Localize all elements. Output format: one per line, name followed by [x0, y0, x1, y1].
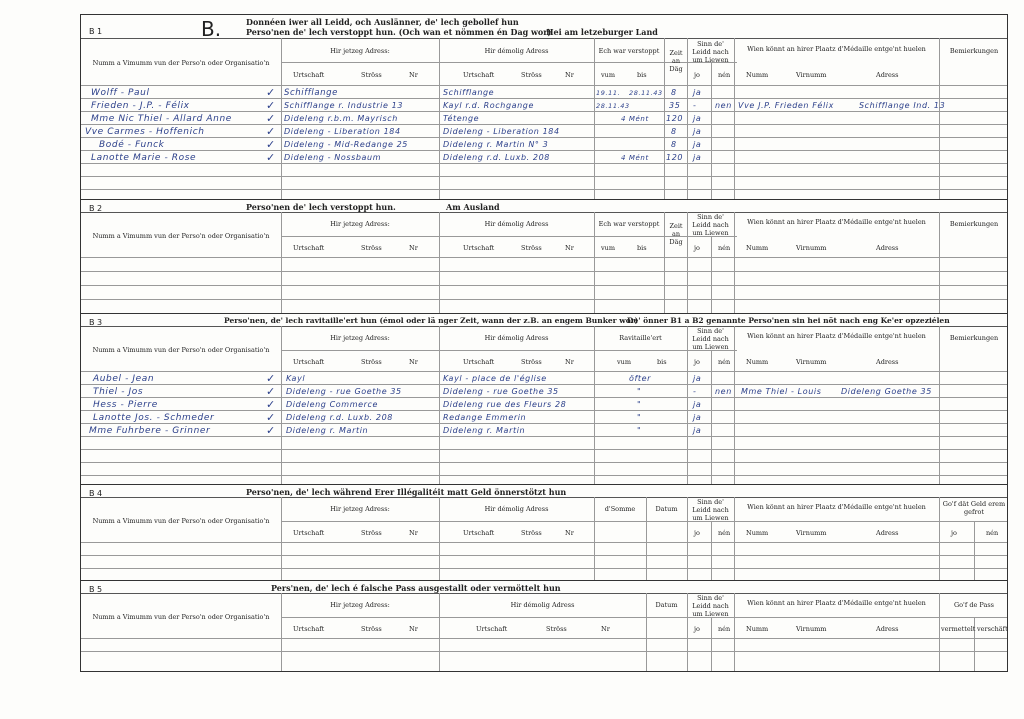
col-header-nr: Nr	[409, 529, 418, 537]
col-header-nen: nén	[718, 529, 731, 537]
table-cell-name: Aubel - Jean	[93, 374, 155, 384]
col-header-medal: Wien könnt an hirer Plaatz d'Médaille entge'nt huelen	[747, 45, 926, 53]
col-header-urtschaft: Urtschaft	[293, 244, 325, 252]
section-b1	[81, 15, 1007, 200]
col-header-vimumm: Virnumm	[796, 71, 827, 79]
section-b5	[81, 581, 1007, 671]
col-header-adress: Adress	[876, 529, 899, 537]
col-header-nr: Nr	[409, 625, 418, 633]
section-title: Pers'nen, de' lech é falsche Pass ausgestallt oder vermöttelt hun	[271, 583, 561, 593]
table-cell-ravitaille: "	[637, 387, 642, 396]
col-header-stross: Ströss	[361, 71, 382, 79]
col-header-medal: Wien könnt an hirer Plaatz d'Médaille entge'nt huelen	[747, 599, 926, 607]
col-header-now-address: Hir jetzeg Adress:	[330, 47, 390, 55]
col-header-nr: Nr	[565, 358, 574, 366]
col-header-numm: Numm	[746, 358, 769, 366]
table-cell-days: 120	[666, 153, 684, 162]
col-header-numm: Numm	[746, 71, 769, 79]
col-header-jo: jo	[694, 529, 700, 537]
col-header-nr: Nr	[601, 625, 610, 633]
col-header-nen: nén	[718, 625, 731, 633]
table-cell-then-address: Dideleng - rue Goethe 35	[443, 387, 559, 396]
col-header-then-address: Hir démolig Adress	[484, 334, 549, 342]
col-header-remarks: Bemierkungen	[949, 47, 999, 55]
table-cell-ravitaille: "	[637, 413, 642, 422]
table-cell-jo: -	[693, 101, 697, 110]
section-b2	[81, 200, 1007, 314]
table-cell-jo: -	[693, 387, 697, 396]
col-header-nen: nén	[986, 529, 999, 537]
check-mark: ✓	[266, 125, 276, 138]
table-cell-jo: ja	[693, 140, 702, 149]
table-cell-name: Mme Nic Thiel - Allard Anne	[91, 114, 232, 124]
table-cell-then-address: Redange Emmerin	[443, 413, 527, 422]
table-cell-now-address: Dideleng r. Martin	[286, 426, 369, 435]
table-cell-medal-address: Dideleng Goethe 35	[841, 387, 932, 396]
table-cell-ravitaille: öfter	[629, 374, 652, 383]
col-header-adress: Adress	[876, 358, 899, 366]
col-header-vum: vum	[617, 358, 632, 366]
col-header-vermettelt: vermettelt	[941, 625, 976, 633]
table-cell-then-address: Dideleng rue des Fleurs 28	[443, 400, 567, 409]
table-cell-now-address: Dideleng Commerce	[286, 400, 379, 409]
col-header-urtschaft: Urtschaft	[293, 529, 325, 537]
col-header-verschaft: verschäft	[977, 625, 1008, 633]
table-cell-name: Vve Carmes - Hoffenich	[85, 127, 205, 137]
table-cell-days: 120	[666, 114, 684, 123]
table-cell-then-address: Dideleng - Liberation 184	[443, 127, 560, 136]
col-header-zeit: Zeit an Däg	[669, 222, 683, 246]
table-cell-days: 35	[669, 101, 681, 110]
col-header-alive: Sinn de' Leidd nach um Liewen	[692, 40, 729, 64]
col-header-adress: Adress	[876, 244, 899, 252]
table-cell-jo: ja	[693, 400, 702, 409]
col-header-name: Numm a Vimumm vun der Perso'n oder Organisatio'n	[92, 59, 270, 67]
table-cell-then-address: Schifflange	[443, 88, 495, 97]
col-header-remarks: Bemierkungen	[949, 334, 999, 342]
col-header-datum: Datum	[655, 601, 678, 609]
check-mark: ✓	[266, 411, 276, 424]
table-cell-now-address: Dideleng - Liberation 184	[284, 127, 401, 136]
section-b4	[81, 485, 1007, 581]
check-mark: ✓	[266, 99, 276, 112]
table-cell-name: Frieden - J.P. - Félix	[91, 101, 190, 111]
col-header-nr: Nr	[409, 358, 418, 366]
table-cell-to: 28.11.43	[629, 89, 663, 97]
col-header-nr: Nr	[565, 529, 574, 537]
check-mark: ✓	[266, 138, 276, 151]
col-header-vimumm: Virnumm	[796, 244, 827, 252]
col-header-now-address: Hir jetzeg Adress:	[330, 601, 390, 609]
table-cell-from: 28.11.43	[596, 102, 630, 110]
col-header-stross: Ströss	[521, 358, 542, 366]
col-header-then-address: Hir démolig Adress	[510, 601, 575, 609]
check-mark: ✓	[266, 112, 276, 125]
section-code: B 2	[89, 204, 103, 213]
table-cell-nen: nen	[715, 101, 732, 110]
col-header-name: Numm a Vimumm vun der Perso'n oder Organisatio'n	[92, 232, 270, 240]
col-header-urtschaft: Urtschaft	[293, 358, 325, 366]
table-cell-now-address: Kayl	[286, 374, 306, 383]
col-header-urtschaft: Urtschaft	[463, 529, 495, 537]
section-code: B 3	[89, 318, 103, 327]
col-header-nen: nén	[718, 71, 731, 79]
col-header-now-address: Hir jetzeg Adress:	[330, 505, 390, 513]
section-title: Perso'nen de' lech verstoppt hun. (Och wan et nömmen én Dag wor)	[246, 27, 552, 37]
col-header-stross: Ströss	[361, 625, 382, 633]
col-header-name: Numm a Vimumm vun der Perso'n oder Organisatio'n	[92, 346, 270, 354]
col-header-then-address: Hir démolig Adress	[484, 47, 549, 55]
col-header-nr: Nr	[565, 71, 574, 79]
table-cell-now-address: Schifflange	[284, 88, 338, 98]
table-cell-now-address: Dideleng - Nossbaum	[284, 153, 382, 162]
col-header-urtschaft: Urtschaft	[293, 71, 325, 79]
col-header-stross: Ströss	[361, 358, 382, 366]
table-cell-name: Mme Fuhrbere - Grinner	[89, 426, 211, 436]
col-header-nr: Nr	[409, 244, 418, 252]
check-mark: ✓	[266, 86, 276, 99]
col-header-adress: Adress	[876, 71, 899, 79]
section-title-right: De' önner B1 a B2 genannte Perso'nen sin hei nöt nach eng Ke'er opzeziélen	[627, 316, 950, 325]
table-cell-then-address: Dideleng r.d. Luxb. 208	[443, 153, 550, 162]
col-header-vimumm: Virnumm	[796, 625, 827, 633]
table-cell-name: Wolff - Paul	[91, 88, 150, 98]
col-header-urtschaft: Urtschaft	[463, 244, 495, 252]
col-header-gouf-pass: Go'f de Pass	[953, 601, 995, 609]
table-cell-days: 8	[671, 127, 677, 136]
col-header-jo: jo	[951, 529, 957, 537]
table-cell-days: 8	[671, 88, 677, 97]
table-cell-days: 8	[671, 140, 677, 149]
col-header-now-address: Hir jetzeg Adress:	[330, 334, 390, 342]
col-header-name: Numm a Vimumm vun der Perso'n oder Organisatio'n	[92, 613, 270, 621]
col-header-stross: Ströss	[521, 71, 542, 79]
col-header-bis: bis	[657, 358, 667, 366]
table-cell-ravitaille: "	[637, 400, 642, 409]
col-header-hidden: Ech war verstoppt	[598, 220, 660, 228]
table-cell-nen: nen	[715, 387, 732, 396]
col-header-then-address: Hir démolig Adress	[484, 220, 549, 228]
col-header-urtschaft: Urtschaft	[463, 71, 495, 79]
table-cell-jo: ja	[693, 153, 702, 162]
section-title: Hei am letzeburger Land	[546, 27, 658, 37]
col-header-vum: vum	[601, 71, 616, 79]
check-mark: ✓	[266, 385, 276, 398]
col-header-then-address: Hir démolig Adress	[484, 505, 549, 513]
table-cell-now-address: Dideleng - Mid-Redange 25	[284, 140, 408, 149]
check-mark: ✓	[266, 372, 276, 385]
check-mark: ✓	[266, 151, 276, 164]
table-cell-then-address: Dideleng r. Martin N° 3	[443, 140, 549, 149]
col-header-numm: Numm	[746, 625, 769, 633]
section-letter: B.	[201, 17, 222, 41]
table-cell-jo: ja	[693, 114, 702, 123]
table-cell-from: 4 Mént	[621, 154, 649, 162]
col-header-jo: jo	[694, 71, 700, 79]
col-header-urtschaft: Urtschaft	[293, 625, 325, 633]
col-header-jo: jo	[694, 358, 700, 366]
table-cell-jo: ja	[693, 127, 702, 136]
col-header-vum: vum	[601, 244, 616, 252]
col-header-nen: nén	[718, 358, 731, 366]
col-header-medal: Wien könnt an hirer Plaatz d'Médaille entge'nt huelen	[747, 332, 926, 340]
col-header-urtschaft: Urtschaft	[463, 358, 495, 366]
col-header-hidden: Ech war verstoppt	[598, 47, 660, 55]
section-title: Donnéen iwer all Leidd, och Auslänner, de' lech gebollef hun	[246, 17, 519, 27]
table-cell-medal-name: Vve J.P. Frieden Félix	[738, 101, 834, 110]
table-cell-jo: ja	[693, 426, 702, 435]
table-cell-name: Hess - Pierre	[93, 400, 158, 410]
table-cell-jo: ja	[693, 413, 702, 422]
col-header-name: Numm a Vimumm vun der Perso'n oder Organisatio'n	[92, 517, 270, 525]
section-code: B 1	[89, 27, 103, 36]
table-cell-name: Bodé - Funck	[99, 140, 165, 150]
col-header-bis: bis	[637, 71, 647, 79]
table-cell-then-address: Tétenge	[443, 114, 480, 123]
table-cell-then-address: Dideleng r. Martin	[443, 426, 526, 435]
table-cell-medal-address: Schifflange Ind. 13	[859, 101, 946, 110]
section-title-right: Am Ausland	[446, 202, 500, 212]
section-title: Perso'nen, de' lech ravitaille'ert hun (émol oder lä nger Zeit, wann der z.B. an engem Bunker wor)	[224, 316, 639, 325]
col-header-nr: Nr	[565, 244, 574, 252]
col-header-stross: Ströss	[521, 244, 542, 252]
col-header-somme: d'Somme	[604, 505, 636, 513]
col-header-jo: jo	[694, 244, 700, 252]
section-b3	[81, 314, 1007, 485]
section-code: B 4	[89, 489, 103, 498]
table-cell-from: 19.11.	[596, 89, 621, 97]
table-cell-name: Lanotte Jos. - Schmeder	[93, 413, 215, 423]
table-cell-from: 4 Mént	[621, 115, 649, 123]
col-header-numm: Numm	[746, 529, 769, 537]
col-header-adress: Adress	[876, 625, 899, 633]
table-cell-jo: ja	[693, 88, 702, 97]
section-title: Perso'nen de' lech verstoppt hun.	[246, 202, 396, 212]
table-cell-medal-name: Mme Thiel - Louis	[741, 387, 822, 396]
col-header-nen: nén	[718, 244, 731, 252]
col-header-nr: Nr	[409, 71, 418, 79]
section-code: B 5	[89, 585, 103, 594]
col-header-vimumm: Virnumm	[796, 529, 827, 537]
col-header-stross: Ströss	[361, 244, 382, 252]
check-mark: ✓	[266, 398, 276, 411]
table-cell-now-address: Schifflange r. Industrie 13	[284, 101, 404, 110]
col-header-alive: Sinn de' Leidd nach um Liewen	[692, 213, 729, 237]
col-header-datum: Datum	[655, 505, 678, 513]
col-header-zeit: Zeit an Däg	[669, 49, 683, 73]
col-header-medal: Wien könnt an hirer Plaatz d'Médaille entge'nt huelen	[747, 503, 926, 511]
col-header-jo: jo	[694, 625, 700, 633]
table-cell-now-address: Dideleng r.b.m. Mayrisch	[284, 114, 398, 123]
table-cell-now-address: Dideleng r.d. Luxb. 208	[286, 413, 393, 422]
table-cell-jo: ja	[693, 374, 702, 383]
col-header-bis: bis	[637, 244, 647, 252]
col-header-remarks: Bemierkungen	[949, 220, 999, 228]
table-cell-then-address: Kayl r.d. Rochgange	[443, 101, 534, 110]
col-header-stross: Ströss	[521, 529, 542, 537]
table-cell-now-address: Dideleng - rue Goethe 35	[286, 387, 402, 396]
col-header-numm: Numm	[746, 244, 769, 252]
col-header-alive: Sinn de' Leidd nach um Liewen	[692, 498, 729, 522]
check-mark: ✓	[266, 424, 276, 437]
col-header-vimumm: Virnumm	[796, 358, 827, 366]
col-header-alive: Sinn de' Leidd nach um Liewen	[692, 327, 729, 351]
form-frame	[80, 14, 1008, 672]
col-header-urtschaft: Urtschaft	[476, 625, 508, 633]
col-header-gouf-dat: Go'f dät Geld erem gefrot	[942, 500, 1006, 516]
section-title: Perso'nen, de' lech während Erer Illégalitéit matt Geld önnerstötzt hun	[246, 487, 567, 497]
col-header-alive: Sinn de' Leidd nach um Liewen	[692, 594, 729, 618]
col-header-medal: Wien könnt an hirer Plaatz d'Médaille entge'nt huelen	[747, 218, 926, 226]
table-cell-ravitaille: "	[637, 426, 642, 435]
table-cell-name: Lanotte Marie - Rose	[91, 153, 197, 163]
col-header-now-address: Hir jetzeg Adress:	[330, 220, 390, 228]
table-cell-then-address: Kayl - place de l'église	[443, 374, 547, 383]
table-cell-name: Thiel - Jos	[93, 387, 144, 397]
col-header-ravitaille: Ravitaille'ert	[619, 334, 662, 342]
col-header-stross: Ströss	[361, 529, 382, 537]
col-header-stross: Ströss	[546, 625, 567, 633]
